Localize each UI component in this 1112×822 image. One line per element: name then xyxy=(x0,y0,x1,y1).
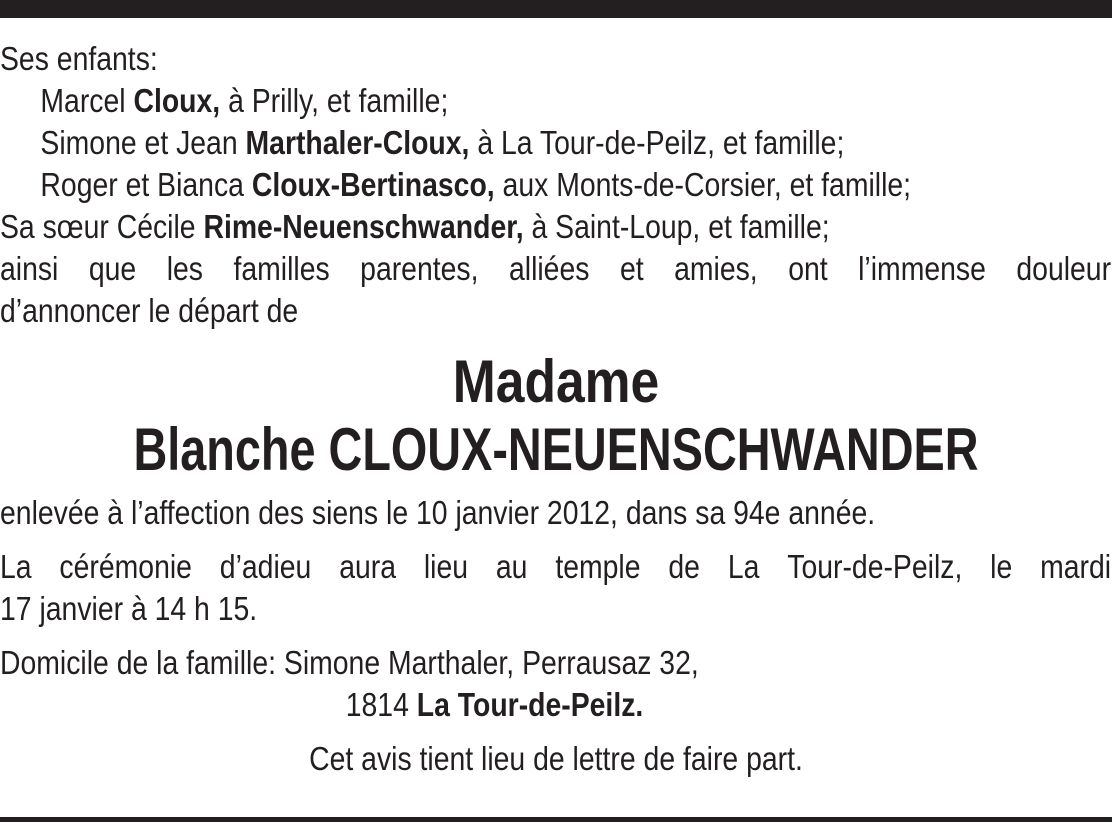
bottom-rule xyxy=(0,817,1112,822)
announce-word: l’immense xyxy=(858,250,986,287)
announce-line-2: d’annoncer le départ de xyxy=(0,292,299,329)
announce-word: ont xyxy=(788,250,828,287)
announce-word: parentes, xyxy=(360,250,479,287)
ceremony-word: mardi xyxy=(1040,548,1112,585)
announce-line-1 xyxy=(0,248,1111,290)
obituary-notice xyxy=(0,38,1112,780)
children-label: Ses enfants: xyxy=(0,40,158,77)
domicile-line-1: Domicile de la famille: Simone Marthaler, Perrausaz 32, xyxy=(0,644,699,681)
family-suffix: aux Monts-de-Corsier, et famille; xyxy=(494,166,912,203)
sister-surname: Rime-Neuenschwander, xyxy=(203,208,524,245)
sister-suffix: à Saint-Loup, et famille; xyxy=(523,208,830,245)
sister-line xyxy=(0,206,956,248)
domicile-postcode: 1814 xyxy=(345,686,417,723)
ceremony-word: temple xyxy=(555,548,641,585)
notice-line: Cet avis tient lieu de lettre de faire part. xyxy=(309,740,803,777)
family-suffix: à La Tour-de-Peilz, et famille; xyxy=(469,124,845,161)
sister-prefix: Sa sœur Cécile xyxy=(0,208,204,245)
domicile-line-2 xyxy=(0,684,956,726)
ceremony-line-1 xyxy=(0,546,1111,588)
announce-word: ainsi xyxy=(0,250,59,287)
ceremony-word: de xyxy=(668,548,700,585)
announce-word: les xyxy=(166,250,203,287)
family-prefix: Roger et Bianca xyxy=(40,166,252,203)
ceremony-word: La xyxy=(727,548,760,585)
announce-word: et xyxy=(619,250,644,287)
family-suffix: à Prilly, et famille; xyxy=(220,82,449,119)
deceased-title: Madame xyxy=(452,348,660,415)
family-line-marcel xyxy=(0,80,956,122)
family-surname: Cloux, xyxy=(133,82,221,119)
ceremony-word: le xyxy=(990,548,1013,585)
announce-word: que xyxy=(88,250,137,287)
ceremony-word: aura xyxy=(339,548,397,585)
ceremony-line-2: 17 janvier à 14 h 15. xyxy=(0,590,258,627)
ceremony-word: cérémonie xyxy=(59,548,192,585)
top-rule xyxy=(0,0,1112,18)
family-line-roger-bianca xyxy=(0,164,956,206)
death-statement: enlevée à l’affection des siens le 10 janvier 2012, dans sa 94e année. xyxy=(0,494,876,531)
ceremony-word: d’adieu xyxy=(219,548,312,585)
family-line-simone-jean xyxy=(0,122,956,164)
ceremony-word: lieu xyxy=(423,548,469,585)
family-prefix: Simone et Jean xyxy=(40,124,246,161)
deceased-name: Blanche CLOUX-NEUENSCHWANDER xyxy=(133,416,979,483)
family-surname: Marthaler-Cloux, xyxy=(245,124,470,161)
ceremony-word: Tour-de-Peilz, xyxy=(787,548,963,585)
family-prefix: Marcel xyxy=(40,82,134,119)
announce-word: amies, xyxy=(674,250,758,287)
family-surname: Cloux-Bertinasco, xyxy=(251,166,495,203)
announce-word: douleur xyxy=(1016,250,1112,287)
ceremony-word: La xyxy=(0,548,32,585)
announce-word: familles xyxy=(233,250,330,287)
ceremony-word: au xyxy=(495,548,528,585)
announce-word: alliées xyxy=(508,250,590,287)
deceased-heading xyxy=(0,348,1112,484)
domicile-city: La Tour-de-Peilz. xyxy=(416,686,644,723)
